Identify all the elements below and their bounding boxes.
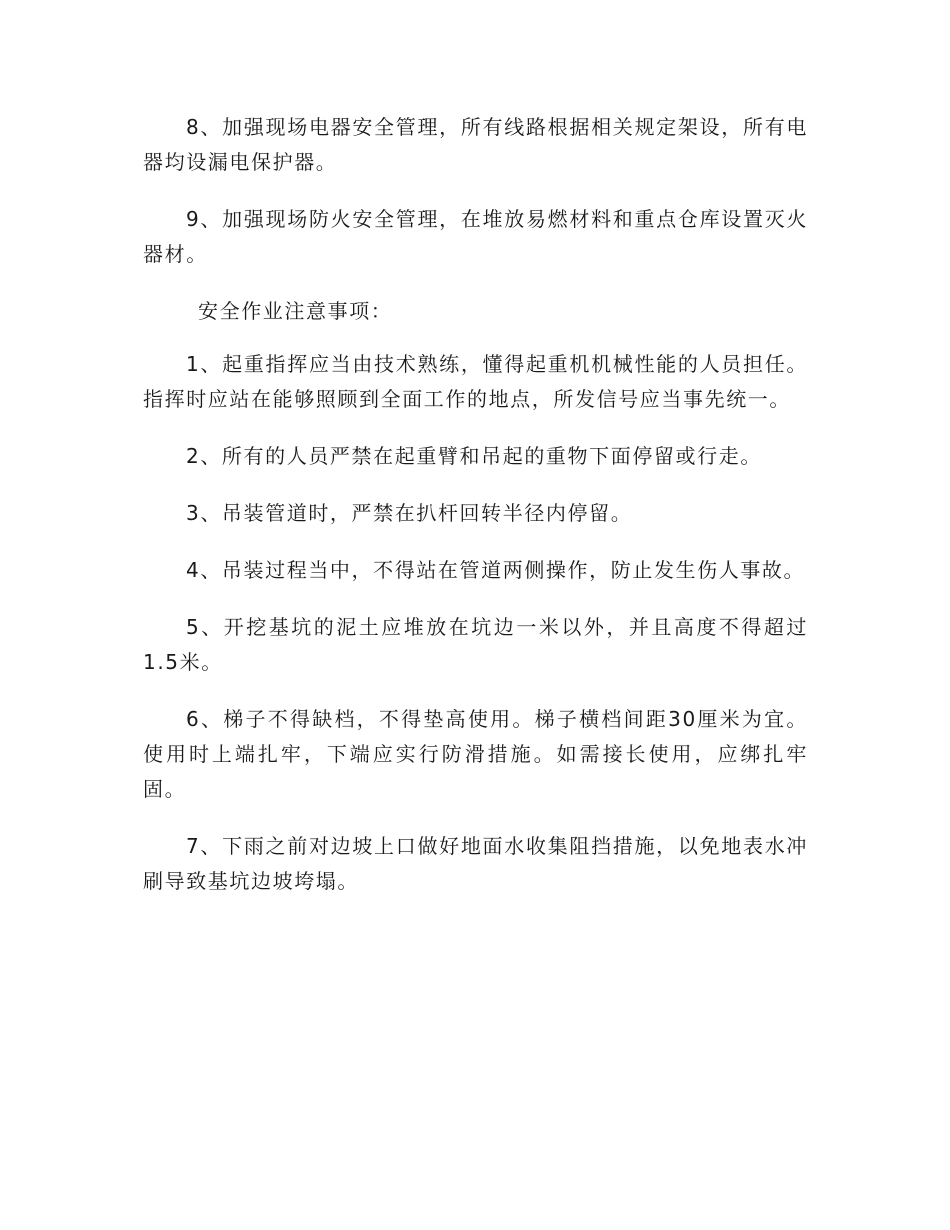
safety-item-1-paragraph: 1、起重指挥应当由技术熟练，懂得起重机机械性能的人员担任。指挥时应站在能够照顾到全面工作的地点，所发信号应当事先统一。 bbox=[143, 352, 808, 411]
document-body bbox=[143, 110, 808, 921]
safety-item-2-paragraph: 2、所有的人员严禁在起重臂和吊起的重物下面停留或行走。 bbox=[186, 444, 762, 468]
safety-item-3-paragraph: 3、吊装管道时，严禁在扒杆回转半径内停留。 bbox=[186, 501, 633, 525]
safety-item-5-paragraph: 5、开挖基坑的泥土应堆放在坑边一米以外，并且高度不得超过1.5米。 bbox=[143, 615, 808, 674]
safety-item-6-paragraph: 6、梯子不得缺档，不得垫高使用。梯子横档间距30厘米为宜。使用时上端扎牢，下端应实行防滑措施。如需接长使用，应绑扎牢固。 bbox=[143, 707, 808, 801]
item-9-paragraph: 9、加强现场防火安全管理，在堆放易燃材料和重点仓库设置灭火器材。 bbox=[143, 207, 808, 266]
safety-item-4-paragraph: 4、吊装过程当中，不得站在管道两侧操作，防止发生伤人事故。 bbox=[186, 558, 806, 582]
item-8-paragraph: 8、加强现场电器安全管理，所有线路根据相关规定架设，所有电器均设漏电保护器。 bbox=[143, 115, 808, 174]
section-heading: 安全作业注意事项： bbox=[198, 299, 393, 323]
safety-item-7-paragraph: 7、下雨之前对边坡上口做好地面水收集阻挡措施，以免地表水冲刷导致基坑边坡垮塌。 bbox=[143, 834, 808, 893]
